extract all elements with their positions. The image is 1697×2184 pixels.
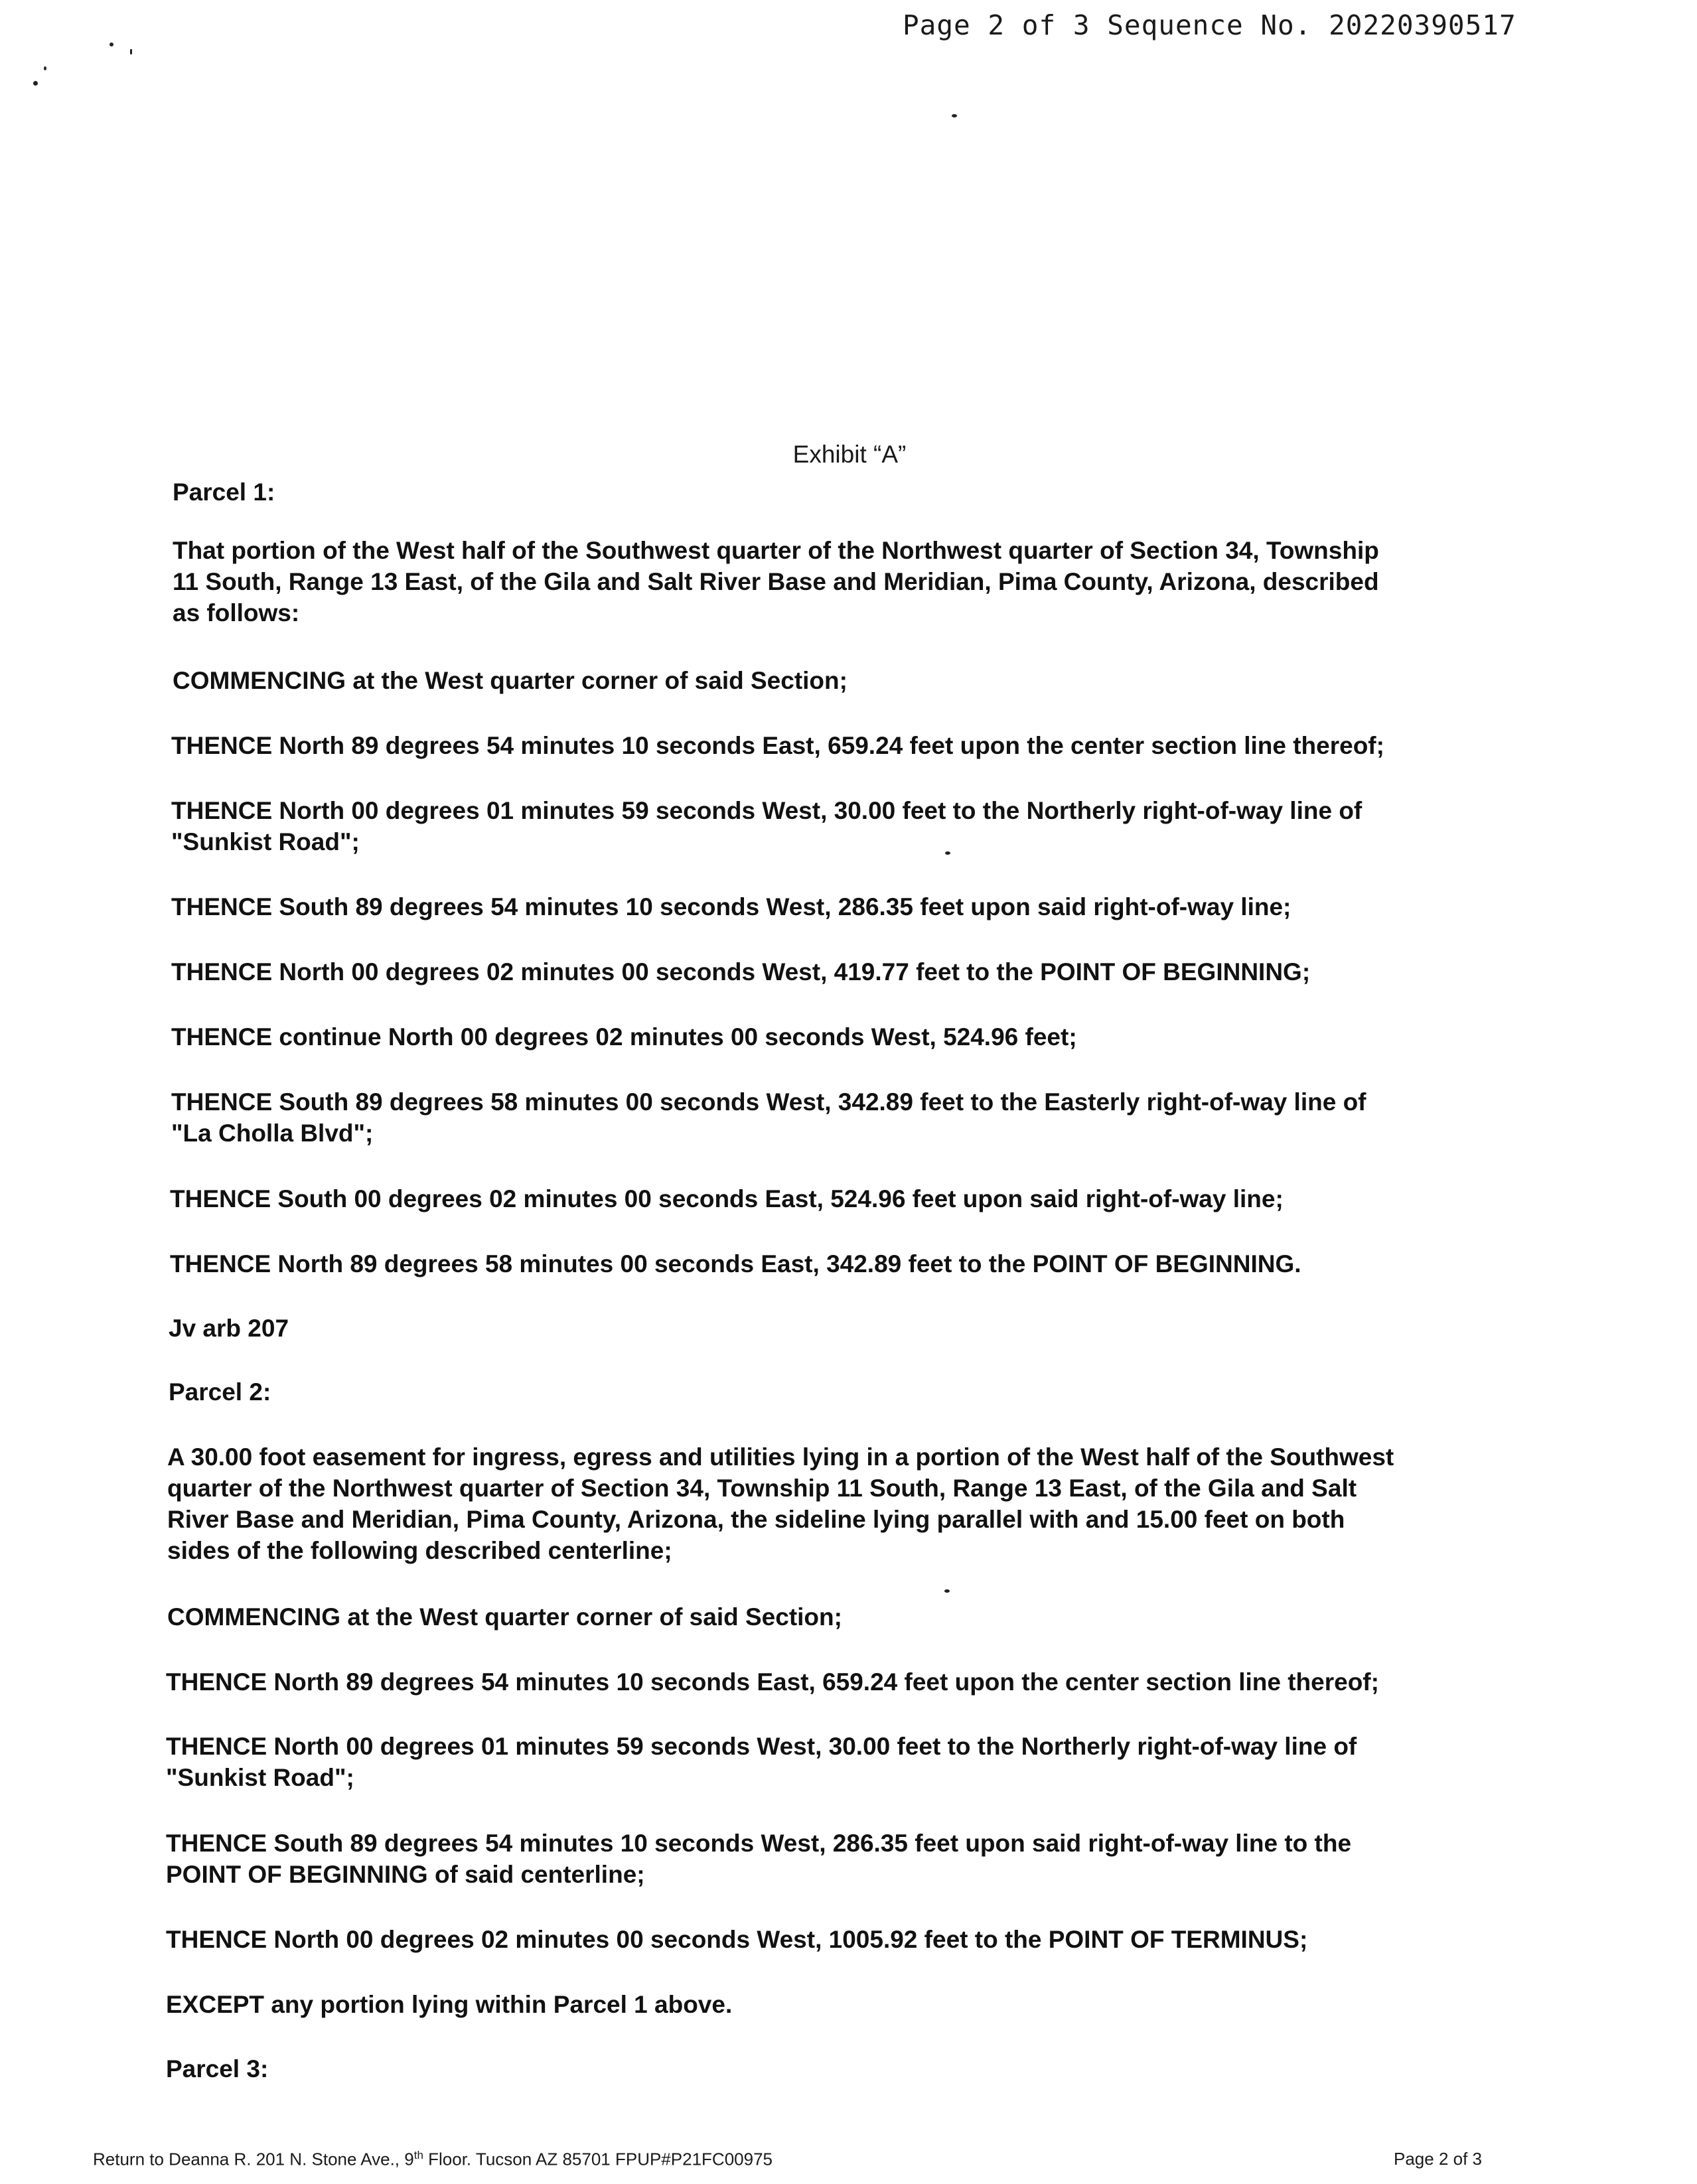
parcel-2-call-3 [166, 1828, 1351, 1890]
parcel-2-heading: Parcel 2: [169, 1378, 271, 1406]
exhibit-title: Exhibit “A” [792, 441, 907, 468]
call-line: "Sunkist Road"; [171, 828, 360, 855]
description-line: quarter of the Northwest quarter of Section 34, Township 11 South, Range 13 East, of the Gila and Salt [167, 1475, 1357, 1502]
footer-return-text-cont: Floor. Tucson AZ 85701 FPUP#P21FC00975 [423, 2149, 773, 2169]
description-line: A 30.00 foot easement for ingress, egress and utilities lying in a portion of the West half of the Southwest [167, 1443, 1394, 1471]
parcel-2-description [167, 1441, 1394, 1566]
parcel-2-exception: EXCEPT any portion lying within Parcel 1 above. [166, 1991, 733, 2018]
call-line: THENCE North 00 degrees 01 minutes 59 seconds West, 30.00 feet to the Northerly right-of-way line of [166, 1733, 1357, 1760]
scan-speck [33, 81, 38, 86]
parcel-2-call-2 [166, 1731, 1357, 1793]
call-line: THENCE North 00 degrees 01 minutes 59 seconds West, 30.00 feet to the Northerly right-of-way line of [171, 797, 1363, 824]
scan-speck [952, 114, 957, 117]
call-line: POINT OF BEGINNING of said centerline; [166, 1861, 645, 1888]
call-line: THENCE South 89 degrees 54 minutes 10 seconds West, 286.35 feet upon said right-of-way line to the [166, 1830, 1352, 1857]
call-line: "Sunkist Road"; [166, 1764, 354, 1791]
scan-speck [110, 42, 113, 46]
footer-return-text: Return to Deanna R. 201 N. Stone Ave., 9 [93, 2149, 414, 2169]
parcel-1-call-3: THENCE South 89 degrees 54 minutes 10 seconds West, 286.35 feet upon said right-of-way line; [171, 893, 1291, 920]
recording-note: Jv arb 207 [169, 1315, 289, 1342]
call-line: "La Cholla Blvd"; [171, 1120, 374, 1147]
parcel-2-call-4: THENCE North 00 degrees 02 minutes 00 seconds West, 1005.92 feet to the POINT OF TERMINUS; [166, 1926, 1308, 1953]
call-line: THENCE South 89 degrees 58 minutes 00 seconds West, 342.89 feet to the Easterly right-of-way line of [171, 1088, 1366, 1116]
footer-return-address [93, 2149, 773, 2170]
description-line: That portion of the West half of the Southwest quarter of the Northwest quarter of Section 34, Township [173, 537, 1379, 564]
parcel-3-heading: Parcel 3: [166, 2055, 269, 2082]
parcel-1-call-6 [171, 1086, 1366, 1149]
footer-ordinal-suffix: th [413, 2149, 423, 2161]
parcel-1-call-2 [171, 795, 1362, 857]
scan-speck [130, 49, 132, 54]
description-line: as follows: [173, 599, 300, 626]
parcel-1-call-8: THENCE North 89 degrees 58 minutes 00 seconds East, 342.89 feet to the POINT OF BEGINNING. [170, 1250, 1301, 1277]
description-line: 11 South, Range 13 East, of the Gila and Salt River Base and Meridian, Pima County, Arizona, described [173, 568, 1379, 595]
parcel-1-call-4: THENCE North 00 degrees 02 minutes 00 seconds West, 419.77 feet to the POINT OF BEGINNING; [171, 958, 1311, 985]
description-line: River Base and Meridian, Pima County, Arizona, the sideline lying parallel with and 15.00 feet on both [167, 1506, 1345, 1533]
parcel-1-heading: Parcel 1: [173, 478, 275, 506]
parcel-1-call-1: THENCE North 89 degrees 54 minutes 10 seconds East, 659.24 feet upon the center section line thereof; [171, 732, 1384, 759]
parcel-1-call-5: THENCE continue North 00 degrees 02 minutes 00 seconds West, 524.96 feet; [171, 1023, 1077, 1051]
scan-speck [944, 1589, 950, 1593]
parcel-1-commencing: COMMENCING at the West quarter corner of said Section; [173, 667, 848, 694]
page-sequence-stamp: Page 2 of 3 Sequence No. 20220390517 [903, 9, 1516, 41]
parcel-1-description [173, 535, 1379, 628]
description-line: sides of the following described centerline; [167, 1537, 672, 1564]
scan-speck [44, 66, 46, 70]
parcel-2-call-1: THENCE North 89 degrees 54 minutes 10 seconds East, 659.24 feet upon the center section line thereof; [166, 1668, 1379, 1696]
footer-page-number: Page 2 of 3 [1394, 2149, 1482, 2169]
parcel-1-call-7: THENCE South 00 degrees 02 minutes 00 seconds East, 524.96 feet upon said right-of-way line; [170, 1185, 1284, 1212]
parcel-2-commencing: COMMENCING at the West quarter corner of said Section; [167, 1603, 842, 1631]
